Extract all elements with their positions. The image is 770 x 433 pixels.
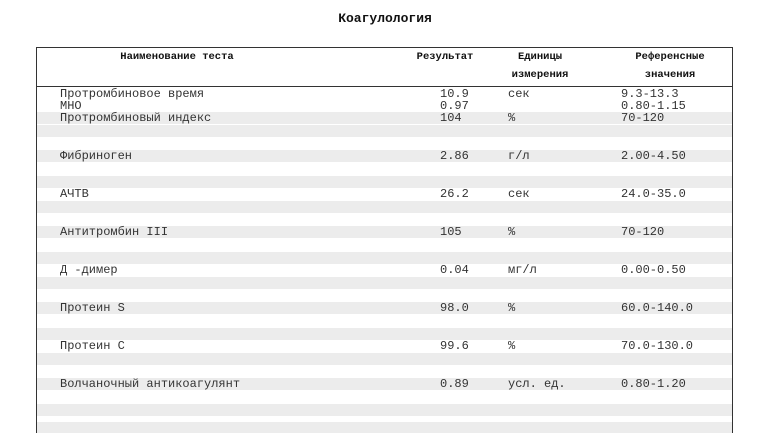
test-reference: 70-120 (621, 225, 665, 239)
test-name: Фибриноген (60, 149, 133, 163)
test-name: Протеин S (60, 301, 125, 315)
test-unit: % (508, 301, 516, 315)
header-result: Результат (416, 51, 474, 63)
test-unit: г/л (508, 149, 530, 163)
test-reference: 70.0-130.0 (621, 339, 694, 353)
test-result: 105 (440, 225, 462, 239)
row-stripe (37, 422, 732, 433)
header-units-line2: измерения (511, 69, 569, 81)
test-result: 0.89 (440, 377, 469, 391)
results-table (36, 47, 733, 433)
row-stripe (37, 125, 732, 137)
test-result: 26.2 (440, 187, 469, 201)
page-title: Коагулология (338, 11, 432, 26)
header-name: Наименование теста (120, 51, 234, 63)
test-reference: 0.00-0.50 (621, 263, 686, 277)
test-unit: усл. ед. (508, 377, 566, 391)
test-result: 0.04 (440, 263, 469, 277)
test-result: 2.86 (440, 149, 469, 163)
test-name: АЧТВ (60, 187, 89, 201)
header-ref-line1: Референсные (635, 51, 705, 63)
test-reference: 70-120 (621, 111, 665, 125)
test-name: Д -димер (60, 263, 118, 277)
test-unit: мг/л (508, 263, 537, 277)
test-result: 104 (440, 111, 462, 125)
test-unit: % (508, 111, 516, 125)
test-unit: % (508, 339, 516, 353)
row-stripe (37, 353, 732, 365)
test-name: Протеин C (60, 339, 125, 353)
test-name: Волчаночный антикоагулянт (60, 377, 241, 391)
test-reference: 0.80-1.15 (621, 99, 686, 113)
header-units-line1: Единицы (517, 51, 563, 63)
test-result: 98.0 (440, 301, 469, 315)
test-result: 99.6 (440, 339, 469, 353)
test-unit: сек (508, 87, 530, 101)
test-reference: 24.0-35.0 (621, 187, 686, 201)
test-unit: % (508, 225, 516, 239)
test-name: Протромбиновое время (60, 87, 205, 101)
test-result: 10.9 (440, 87, 469, 101)
row-stripe (37, 277, 732, 289)
row-stripe (37, 404, 732, 416)
test-reference: 0.80-1.20 (621, 377, 686, 391)
test-reference: 9.3-13.3 (621, 87, 679, 101)
header-ref-line2: значения (644, 69, 696, 81)
test-name: Антитромбин III (60, 225, 169, 239)
test-reference: 2.00-4.50 (621, 149, 686, 163)
test-reference: 60.0-140.0 (621, 301, 694, 315)
test-unit: сек (508, 187, 530, 201)
test-name: МНО (60, 99, 82, 113)
row-stripe (37, 201, 732, 213)
test-name: Протромбиновый индекс (60, 111, 212, 125)
test-result: 0.97 (440, 99, 469, 113)
